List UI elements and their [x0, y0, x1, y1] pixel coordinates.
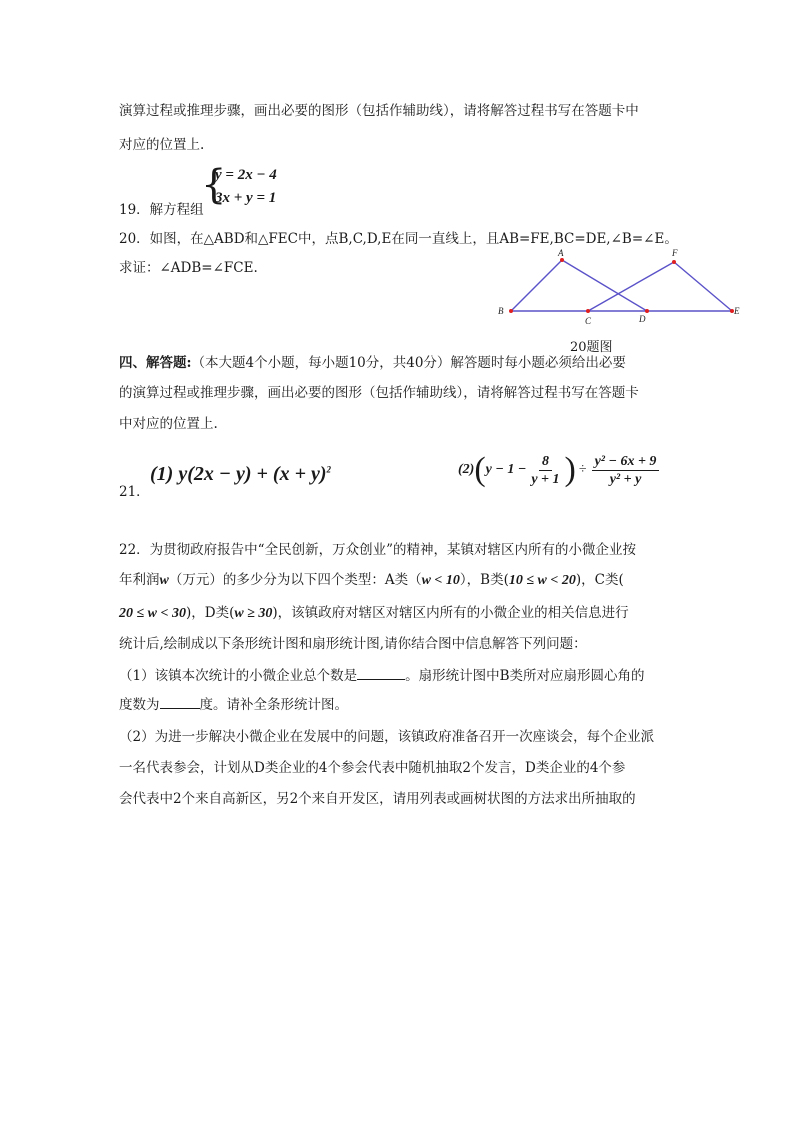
label-E: E: [734, 306, 740, 316]
line-FE: [674, 262, 732, 311]
q22-line2-d: )，C类(: [575, 572, 624, 588]
q22-part1-c: 度数为: [119, 697, 160, 713]
point-D: [645, 309, 649, 313]
q20-caption: 20题图: [570, 340, 613, 355]
q22-part1-line-1: [119, 665, 645, 686]
q20-figure: [490, 246, 750, 336]
label-F: F: [672, 248, 678, 258]
q22-part1-d: 度。请补全条形统计图。: [199, 697, 348, 713]
section4-line-1: [119, 353, 626, 373]
q19-eq1: y = 2x − 4: [215, 167, 277, 183]
line-AD: [562, 260, 647, 311]
intro-line-1: 演算过程或推理步骤，画出必要的图形（包括作辅助线），请将解答过程书写在答题卡中: [119, 103, 639, 119]
q22-line3-b: )，该镇政府对辖区对辖区内所有的小微企业的相关信息进行: [272, 605, 629, 621]
point-C: [586, 309, 590, 313]
q19-eq2: 3x + y = 1: [215, 190, 277, 206]
q22-part1-a: （1）该镇本次统计的小微企业总个数是: [119, 668, 358, 684]
q21-part1-exp: 2: [326, 464, 332, 475]
q22-cond-b: 10 ≤ w < 20: [508, 573, 576, 588]
q19-system: [201, 163, 291, 213]
q22-line-2: [119, 570, 624, 591]
label-B: B: [498, 306, 504, 316]
q22-part2-line-2: 一名代表参会，计划从D类企业的4个参会代表中随机抽取2个发言，D类企业的4个参: [119, 760, 626, 776]
q21-frac1-num: 8: [539, 453, 552, 471]
point-A: [560, 258, 564, 262]
q22-line2-a: 年利润: [119, 572, 160, 588]
q22-w: w: [159, 573, 169, 588]
paren-open: (: [474, 451, 486, 488]
q21-part2: [458, 448, 661, 492]
q22-part1-line-2: [119, 694, 348, 715]
q22-cond-a: w < 10: [421, 573, 460, 588]
line-BA: [511, 260, 562, 311]
label-A: A: [558, 248, 564, 258]
q22-cond-c: 20 ≤ w < 30: [119, 606, 186, 621]
label-D: D: [639, 314, 646, 324]
q21-part2-lead: y − 1 −: [485, 462, 527, 477]
q22-line-3: [119, 603, 629, 624]
q21-frac2: [592, 453, 660, 488]
q22-line2-b: （万元）的多少分为以下四个类型：A类（: [168, 572, 422, 588]
q21-div-sign: ÷: [578, 462, 587, 477]
q22-line3-a: )，D类(: [186, 605, 235, 621]
q21-frac2-den: y² + y: [609, 471, 642, 487]
q21-frac1-den: y + 1: [531, 471, 560, 487]
q21-label: 21．: [119, 484, 150, 500]
point-F: [672, 260, 676, 264]
intro-line-2: 对应的位置上.: [119, 137, 205, 153]
q20-line-2: 求证：∠ADB=∠FCE.: [119, 260, 258, 276]
point-B: [509, 309, 513, 313]
q22-line-1: 22．为贯彻政府报告中“全民创新，万众创业”的精神，某镇对辖区内所有的小微企业按: [119, 542, 636, 558]
q22-part2-line-3: 会代表中2个来自高新区，另2个来自开发区，请用列表或画树状图的方法求出所抽取的: [119, 791, 636, 807]
section4-line-1-rest: （本大题4个小题，每小题10分，共40分）解答题时每小题必须给出必要: [191, 355, 626, 371]
q22-line-4: 统计后,绘制成以下条形统计图和扇形统计图,请你结合图中信息解答下列问题：: [119, 636, 587, 652]
line-CF: [588, 262, 674, 311]
q21-part1: [150, 463, 331, 486]
blank-total-count[interactable]: [357, 665, 405, 680]
q21-part1-expr: (1) y(2x − y) + (x + y): [150, 463, 327, 485]
q22-part2-line-1: （2）为进一步解决小微企业在发展中的问题，该镇政府准备召开一次座谈会，每个企业派: [119, 729, 655, 745]
section4-line-2: 的演算过程或推理步骤，画出必要的图形（包括作辅助线），请将解答过程书写在答题卡: [119, 385, 639, 401]
figure-points: [509, 258, 734, 313]
q21-frac2-num: y² − 6x + 9: [592, 453, 660, 471]
section4-line-3: 中对应的位置上.: [119, 416, 218, 432]
q21-frac1: [528, 453, 562, 488]
q21-part2-prefix: (2): [458, 462, 475, 477]
q22-line2-c: ），B类(: [459, 572, 509, 588]
blank-angle-degree[interactable]: [160, 694, 200, 709]
figure-lines: [511, 260, 732, 311]
label-C: C: [585, 316, 592, 326]
paren-close: ): [564, 451, 576, 488]
q19-label: 19．解方程组: [119, 202, 204, 218]
brace-glyph: {: [201, 162, 227, 208]
q22-cond-d: w ≥ 30: [234, 606, 273, 621]
q20-line-1: 20．如图，在△ABD和△FEC中，点B,C,D,E在同一直线上，且AB=FE,BC=DE,∠B=∠E。: [119, 231, 678, 247]
q22-part1-b: 。扇形统计图中B类所对应扇形圆心角的: [405, 668, 645, 684]
section4-title: 四、解答题:: [119, 355, 192, 371]
